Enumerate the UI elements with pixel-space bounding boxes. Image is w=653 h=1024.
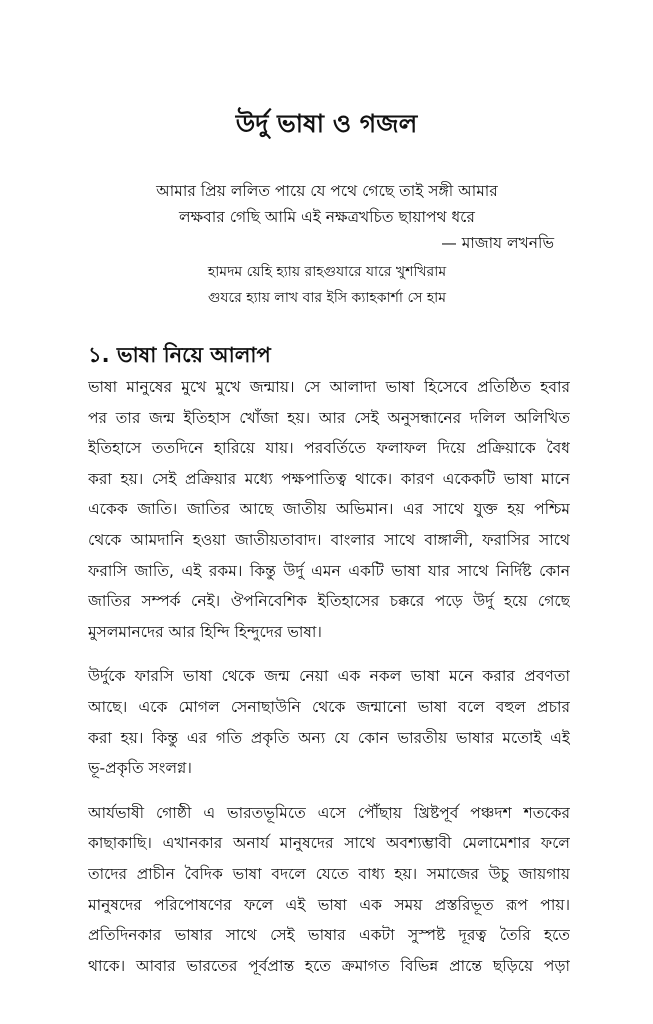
text-line: করা হয়। কিন্তু এর গতি প্রকৃতি অন্য যে কোন ভারতীয় ভাষার মতোই এই (88, 728, 570, 747)
text-line: একেক জাতি। জাতির আছে জাতীয় অভিমান। এর সাথে যুক্ত হয় পশ্চিম (88, 500, 570, 519)
text-line: প্রতিদিনকার ভাষার সাথে সেই ভাষার একটা সুস্পষ্ট দূরত্ব তৈরি হতে (88, 926, 570, 945)
epigraph-urdu-line: হামদম য়েহি হ্যায় রাহগুযারে যারে খুশখিরাম (207, 264, 447, 280)
text-line: ভূ-প্রকৃতি সংলগ্ন। (88, 759, 192, 778)
paragraph-2 (88, 661, 570, 783)
text-line: কাছাকাছি। এখানকার অনার্য মানুষদের সাথে অবশ্যম্ভাবী মেলামেশার ফলে (88, 834, 570, 853)
text-line: থাকে। আবার ভারতের পূর্বপ্রান্ত হতে ক্রমাগত বিভিন্ন প্রান্তে ছড়িয়ে পড়া (88, 956, 570, 975)
epigraph-bengali-line: আমার প্রিয় ললিত পায়ে যে পথে গেছে তাই সঙ্গী আমার (156, 182, 498, 200)
text-line: আর্যভাষী গোষ্ঠী এ ভারতভূমিতে এসে পৌঁছায় খ্রিষ্টপূর্ব পঞ্চদশ শতকের (88, 803, 570, 822)
chapter-title: উর্দু ভাষা ও গজল (235, 109, 418, 138)
text-line: মুসলমানদের আর হিন্দি হিন্দুদের ভাষা। (88, 622, 322, 641)
paragraph-1 (88, 372, 570, 647)
epigraph-urdu-line: গুযরে হ্যায় লাখ বার ইসি ক্যাহকার্শা সে হাম (207, 290, 447, 306)
text-line: ভাষা মানুষের মুখে মুখে জন্মায়। সে আলাদা ভাষা হিসেবে প্রতিষ্ঠিত হবার (88, 378, 570, 396)
section-heading: ১. ভাষা নিয়ে আলাপ (88, 343, 271, 367)
text-line: ফরাসি জাতি, এই রকম। কিন্তু উর্দু এমন একটি ভাষা যার সাথে নির্দিষ্ট কোন (88, 561, 570, 580)
text-line: মানুষদের পরিপোষণের ফলে এই ভাষা এক সময় প্রস্তরিভূত রূপ পায়। (88, 895, 570, 914)
text-line: জাতির সম্পর্ক নেই। ঔপনিবেশিক ইতিহাসের চক্করে পড়ে উর্দু হয়ে গেছে (88, 592, 570, 611)
text-line: আছে। একে মোগল সেনাছাউনি থেকে জন্মানো ভাষা বলে বহুল প্রচার (88, 697, 570, 716)
text-line: থেকে আমদানি হওয়া জাতীয়তাবাদ। বাংলার সাথে বাঙ্গালী, ফরাসির সাথে (88, 530, 570, 549)
text-line: ইতিহাসে ততদিনে হারিয়ে যায়। পরবর্তিতে ফলাফল দিয়ে প্রক্রিয়াকে বৈধ (88, 439, 570, 458)
epigraph-urdu (100, 259, 554, 311)
paragraph-3 (88, 798, 570, 982)
text-line: পর তার জন্ম ইতিহাস খোঁজা হয়। আর সেই অনুসন্ধানের দলিল অলিখিত (88, 408, 570, 427)
text-line: তাদের প্রাচীন বৈদিক ভাষা বদলে যেতে বাধ্য হয়। সমাজের উচু জায়গায় (88, 864, 570, 883)
epigraph-attribution: — মাজায লখনভি (441, 234, 554, 252)
text-line: উর্দুকে ফারসি ভাষা থেকে জন্ম নেয়া এক নকল ভাষা মনে করার প্রবণতা (88, 667, 570, 686)
text-line: করা হয়। সেই প্রক্রিয়ার মধ্যে পক্ষপাতিত্ব থাকে। কারণ একেকটি ভাষা মানে (88, 469, 570, 488)
body-text (88, 372, 570, 995)
epigraph-bengali-line: লক্ষবার গেছি আমি এই নক্ষত্রখচিত ছায়াপথ ধরে (179, 208, 475, 226)
epigraph-bengali (100, 178, 554, 256)
